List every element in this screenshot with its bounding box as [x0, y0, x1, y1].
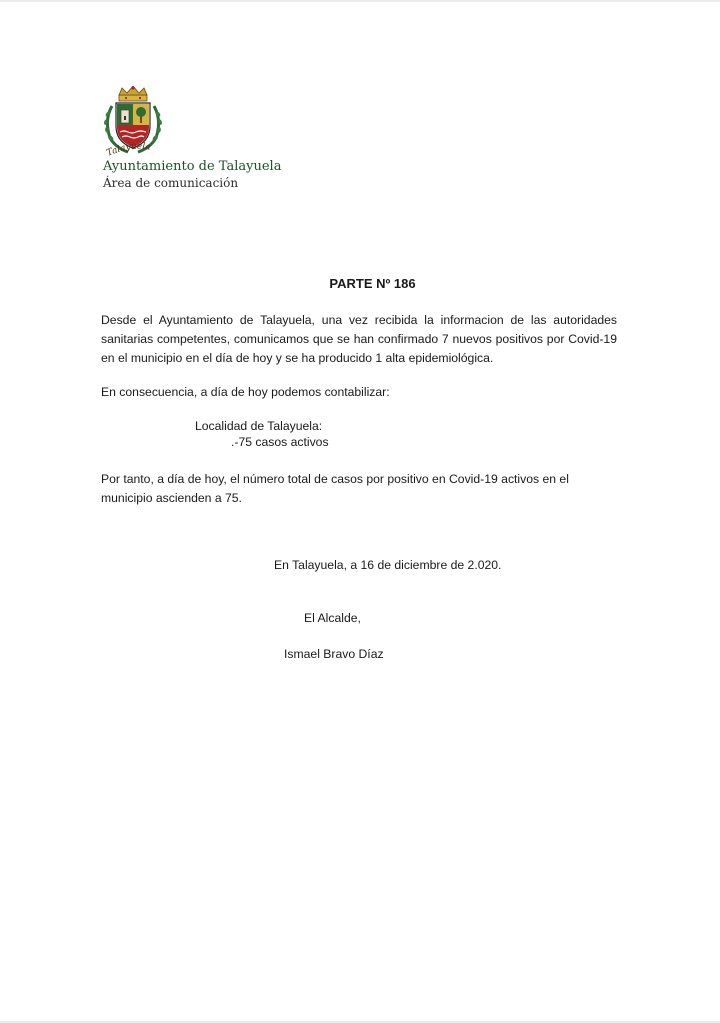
document-title: PARTE Nº 186 — [329, 276, 416, 291]
signer-name: Ismael Bravo Díaz — [284, 647, 384, 661]
department-name: Área de comunicación — [103, 176, 239, 190]
organization-name: Ayuntamiento de Talayuela — [103, 159, 282, 174]
svg-text:Talayuela — [105, 142, 151, 159]
crest-motto-ribbon — [104, 142, 164, 160]
page-top-edge — [0, 0, 720, 2]
paragraph-intro: Desde el Ayuntamiento de Talayuela, una vez recibida la informacion de las autoridades sanitarias competentes, comunicamos que se han confirmado 7 nuevos positivos por Covid-19 en el municipio en el día de hoy y se ha producido 1 alta epidemiológica. — [101, 313, 617, 365]
paragraph-consequence: En consecuencia, a día de hoy podemos contabilizar: — [101, 385, 390, 399]
crest-motto: Talayuela — [105, 142, 152, 159]
active-cases: .-75 casos activos — [231, 435, 329, 449]
dateline: En Talayuela, a 16 de diciembre de 2.020. — [274, 558, 502, 572]
paragraph-total: Por tanto, a día de hoy, el número total de casos por positivo en Covid-19 activos en el municipio ascienden a 75. — [101, 472, 569, 505]
closing: El Alcalde, — [304, 611, 361, 625]
locality-label: Localidad de Talayuela: — [195, 419, 323, 433]
